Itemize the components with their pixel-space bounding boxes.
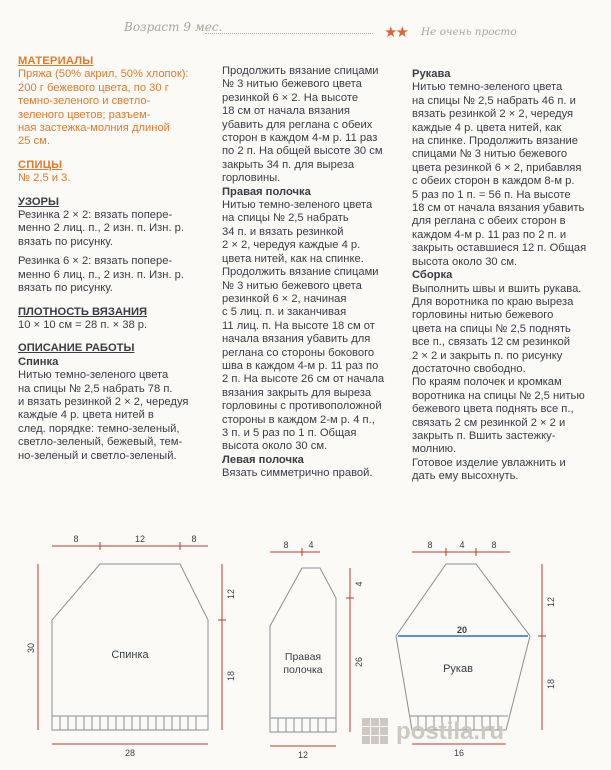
back-cont-line: по 2 п. На общей высоте 30 см <box>222 145 383 158</box>
back-cont-line: 18 см от начала вязания <box>222 105 350 118</box>
back-line: каждые 4 р. цвета нитей в <box>18 409 154 422</box>
front-label-line-1: Правая <box>284 651 322 663</box>
materials-line: темно-зеленого и светло- <box>18 95 151 108</box>
rib22-line: Резинка 2 × 2: вязать попере- <box>18 209 173 222</box>
assembly-line: горловины нитью бежевого <box>412 309 554 322</box>
materials-line: ная застежка-молния длиной <box>18 122 170 135</box>
front-outline <box>270 568 336 732</box>
sleeve-line: 18 см от начала вязания убавить <box>412 202 585 215</box>
header-divider <box>205 33 373 34</box>
back-line: след. порядке: темно-зеленый, <box>18 422 180 435</box>
right-front-line: на спицы № 2,5 набрать <box>222 212 349 225</box>
age-label: Возраст 9 мес. <box>124 20 223 34</box>
sleeve-line: закрыть оставшиеся 12 п. Общая <box>412 242 587 255</box>
assembly-line: все п., связать 12 см резинкой <box>412 336 570 349</box>
assembly-line: 2 × 2 и закрыть п. по рисунку <box>412 349 563 362</box>
assembly-line: достаточно свободно. <box>412 362 526 375</box>
right-front-line: Нитью темно-зеленого цвета <box>222 199 373 212</box>
back-dim-right-bottom: 18 <box>226 670 236 682</box>
sleeve-dim-mid: 20 <box>456 625 468 635</box>
back-cont-line: Продолжить вязание спицами <box>222 65 379 77</box>
rib22-line: менно 2 лиц. п., 2 изн. п. Изн. р. <box>18 222 184 235</box>
sleeve-label: Рукав <box>443 663 473 675</box>
description-title: ОПИСАНИЕ РАБОТЫ <box>18 342 135 355</box>
assembly-line: дать ему высохнуть. <box>412 470 519 483</box>
back-line: на спицы № 2,5 набрать 78 п. <box>18 382 173 395</box>
front-rib <box>270 718 336 732</box>
assembly-line: воротника на спицы № 2,5 нитью <box>412 389 585 402</box>
back-cont-line: резинкой 6 × 2. На высоте <box>222 91 359 104</box>
difficulty-stars-icon: ★★ <box>384 24 407 41</box>
sleeve-dim-right-top: 12 <box>546 596 556 608</box>
right-front-line: № 3 нитью бежевого цвета <box>222 279 362 292</box>
back-line: Нитью темно-зеленого цвета <box>18 369 169 382</box>
right-front-line: 2 × 2, чередуя каждые 4 р. <box>222 239 361 252</box>
materials-line: Пряжа (50% акрил, 50% хлопок): <box>18 68 189 81</box>
front-dim-right-full: 26 <box>354 656 364 668</box>
front-dim-bottom: 12 <box>297 750 309 760</box>
back-cont-line: закрыть 34 п. для выреза <box>222 158 355 171</box>
right-front-line: стороны в каждом 2-м р. 4 п., <box>222 413 375 426</box>
back-rib <box>52 716 208 730</box>
back-cont-line: горловины. <box>222 172 281 185</box>
sleeve-line: цвета резинкой 6 × 2, прибавляя <box>412 161 582 174</box>
right-front-line: 11 лиц. п. На высоте 18 см от <box>222 319 375 332</box>
right-front-line: 2 п. На высоте 26 см от начала <box>222 373 385 386</box>
back-outline <box>52 564 208 730</box>
back-cont-line: № 3 нитью бежевого цвета <box>222 78 362 91</box>
sleeve-line: на спинке. Продолжить вязание <box>412 135 578 148</box>
materials-line: 200 г бежевого цвета, по 30 г <box>18 81 169 94</box>
sleeve-dim-top-1: 8 <box>427 540 433 550</box>
rib22-line: вязать по рисунку. <box>18 235 113 248</box>
density-text: 10 × 10 см = 28 п. × 38 р. <box>18 318 148 331</box>
right-front-line: горловины с противоположной <box>222 400 382 413</box>
right-front-line: вязания закрыть для выреза <box>222 386 372 399</box>
sleeve-title: Рукава <box>412 68 451 80</box>
needles-text: № 2,5 и 3. <box>18 172 71 185</box>
back-line: но-зеленый и светло-зеленый. <box>18 449 177 462</box>
assembly-line: Для воротника по краю выреза <box>412 295 574 308</box>
sleeve-dim-top-3: 8 <box>491 540 497 550</box>
assembly-line: Готовое изделие увлажнить и <box>412 456 566 469</box>
sleeve-dim-right-bottom: 18 <box>546 678 556 690</box>
assembly-line: Выполнить швы и вшить рукава. <box>412 282 582 295</box>
assembly-line: По краям полочек и кромкам <box>412 376 562 389</box>
pattern-diagrams <box>0 530 611 770</box>
right-front-line: резинкой 6 × 2, начиная <box>222 292 347 305</box>
back-cont-line: сторон в каждом 4-м р. 11 раз <box>222 132 378 145</box>
sleeve-line: каждые 4 р. цвета нитей, как <box>412 121 562 134</box>
front-dim-top-2: 4 <box>308 540 314 550</box>
back-dim-top-3: 8 <box>191 534 197 544</box>
front-label-line-2: полочка <box>283 664 323 676</box>
page-header <box>0 0 611 46</box>
right-front-line: 3 п. и 5 раз по 1 п. Общая <box>222 426 357 439</box>
back-dim-top-1: 8 <box>73 534 79 544</box>
assembly-line: цвета на спицы № 2,5 поднять <box>412 322 571 335</box>
sleeve-line: для реглана с обеих сторон в <box>412 215 566 228</box>
sleeve-line: Нитью темно-зеленого цвета <box>412 81 563 94</box>
back-dim-right-top: 12 <box>226 588 236 600</box>
back-right-dim <box>218 564 226 730</box>
sleeve-line: каждом 4-м р. 11 раз по 2 п. и <box>412 228 567 241</box>
assembly-line: связать 2 см резинкой 2 × 2 и <box>412 416 566 429</box>
back-title: Спинка <box>18 355 59 368</box>
materials-title: МАТЕРИАЛЫ <box>18 55 94 67</box>
left-front-text: Вязать симметрично правой. <box>222 467 373 480</box>
right-front-line: высота около 30 см. <box>222 440 328 453</box>
right-front-line: 34 п. и вязать резинкой <box>222 225 344 238</box>
right-front-line: шва в каждом 4-м р. 11 раз по <box>222 359 379 372</box>
right-front-line: с 5 лиц. п. и заканчивая <box>222 306 347 319</box>
assembly-title: Сборка <box>412 269 453 282</box>
right-front-line: Продолжить вязание спицами <box>222 266 379 279</box>
sleeve-line: вязать резинкой 2 × 2, чередуя <box>412 108 574 121</box>
back-line: светло-зеленый, бежевый, тем- <box>18 436 183 449</box>
sleeve-dim-bottom: 16 <box>453 748 465 758</box>
column-1 <box>18 55 208 463</box>
sleeve-line: 5 раз по 1 п. = 56 п. На высоте <box>412 188 571 201</box>
front-dim-top-1: 8 <box>283 540 289 550</box>
back-dim-top-2: 12 <box>134 534 146 544</box>
column-3 <box>412 68 598 484</box>
right-front-line: начала вязания убавить для <box>222 333 371 346</box>
back-dim-left: 30 <box>26 642 36 654</box>
right-front-line: реглана со стороны бокового <box>222 346 375 359</box>
back-dim-bottom: 28 <box>124 748 136 758</box>
rib62-line: менно 6 лиц. п., 2 изн. п. Изн. р. <box>18 268 184 281</box>
needles-title: СПИЦЫ <box>18 158 63 171</box>
materials-line: 25 см. <box>18 135 50 148</box>
sleeve-dim-top-2: 4 <box>459 540 465 550</box>
back-line: и вязать резинкой 2 × 2, чередуя <box>18 395 189 408</box>
watermark: postila.ru <box>396 718 505 745</box>
sleeve-line: спицами № 3 нитью бежевого <box>412 148 568 161</box>
column-2 <box>222 65 408 481</box>
materials-text <box>18 68 208 148</box>
sleeve-line: высота около 30 см. <box>412 255 518 268</box>
sleeve-outline <box>396 564 530 730</box>
assembly-line: бежевого цвета поднять все п., <box>412 403 574 416</box>
sleeve-line: на спицы № 2,5 набрать 46 п. и <box>412 94 576 107</box>
assembly-line: закрыть п. Вшить застежку- <box>412 429 556 442</box>
rib62-line: Резинка 6 × 2: вязать попере- <box>18 255 173 268</box>
sleeve-right-dim <box>538 564 546 730</box>
rib62-line: вязать по рисунку. <box>18 282 113 295</box>
patterns-title: УЗОРЫ <box>18 195 59 208</box>
right-front-title: Правая полочка <box>222 185 311 198</box>
postila-logo-icon <box>362 718 388 744</box>
front-right-dim <box>346 568 354 732</box>
difficulty-label: Не очень просто <box>421 26 517 38</box>
materials-line: зеленого цветов; разъем- <box>18 108 151 121</box>
back-label: Спинка <box>111 649 149 661</box>
left-front-title: Левая полочка <box>222 453 304 466</box>
density-title: ПЛОТНОСТЬ ВЯЗАНИЯ <box>18 305 148 318</box>
sleeve-line: с обеих сторон в каждом 8-м р. <box>412 175 575 188</box>
assembly-line: молнию. <box>412 443 457 456</box>
front-dim-right-top: 4 <box>354 581 364 587</box>
right-front-line: цвета нитей, как на спинке. <box>222 252 364 265</box>
back-cont-line: убавить для реглана с обеих <box>222 118 373 131</box>
